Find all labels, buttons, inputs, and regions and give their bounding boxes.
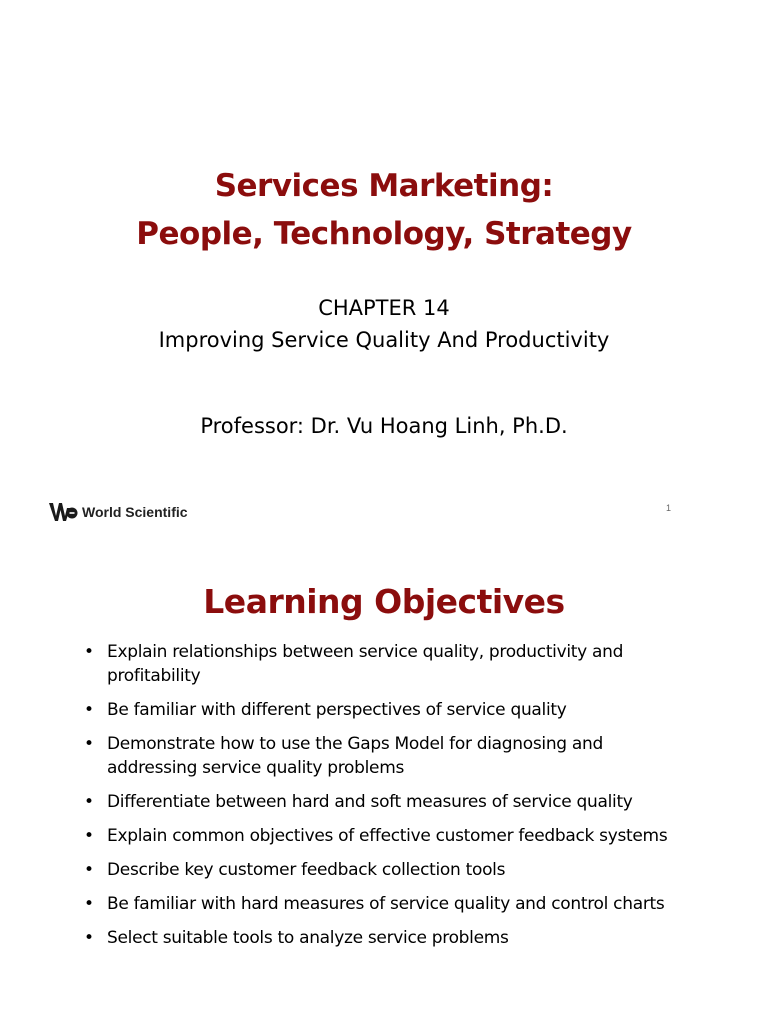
list-item: [84, 926, 684, 950]
objective-text: Differentiate between hard and soft measures of service quality: [107, 792, 633, 812]
objectives-title: Learning Objectives: [203, 582, 565, 621]
objective-text: Be familiar with hard measures of service quality and control charts: [107, 894, 665, 914]
bullet-icon: •: [84, 928, 94, 948]
objectives-list: [84, 640, 684, 960]
bullet-icon: •: [84, 860, 94, 880]
page-number: 1: [666, 503, 672, 513]
list-item: [84, 640, 684, 688]
chapter-block: [0, 292, 768, 356]
ws-logo-icon: [48, 500, 78, 524]
bullet-icon: •: [84, 734, 94, 754]
professor-name: Professor: Dr. Vu Hoang Linh, Ph.D.: [200, 414, 568, 438]
title-line-2: People, Technology, Strategy: [136, 216, 632, 252]
list-item: [84, 824, 684, 848]
list-item: [84, 732, 684, 780]
objective-text: Describe key customer feedback collection tools: [107, 860, 506, 880]
objective-text: Demonstrate how to use the Gaps Model for diagnosing and addressing service quality problems: [107, 734, 603, 778]
list-item: [84, 698, 684, 722]
list-item: [84, 892, 684, 916]
publisher-logo: [48, 498, 188, 526]
title-line-1: Services Marketing:: [214, 168, 554, 204]
bullet-icon: •: [84, 826, 94, 846]
logo-text: World Scientific: [82, 504, 188, 520]
chapter-label: CHAPTER 14: [318, 296, 450, 320]
bullet-icon: •: [84, 792, 94, 812]
list-item: [84, 790, 684, 814]
slide-title: [0, 162, 768, 258]
bullet-icon: •: [84, 700, 94, 720]
bullet-icon: •: [84, 642, 94, 662]
objective-text: Explain common objectives of effective customer feedback systems: [107, 826, 668, 846]
objectives-slide: [0, 540, 768, 1024]
objective-text: Select suitable tools to analyze service problems: [107, 928, 509, 948]
bullet-icon: •: [84, 894, 94, 914]
objective-text: Be familiar with different perspectives of service quality: [107, 700, 567, 720]
objective-text: Explain relationships between service quality, productivity and profitability: [107, 642, 624, 686]
list-item: [84, 858, 684, 882]
chapter-subtitle: Improving Service Quality And Productivity: [158, 328, 610, 352]
